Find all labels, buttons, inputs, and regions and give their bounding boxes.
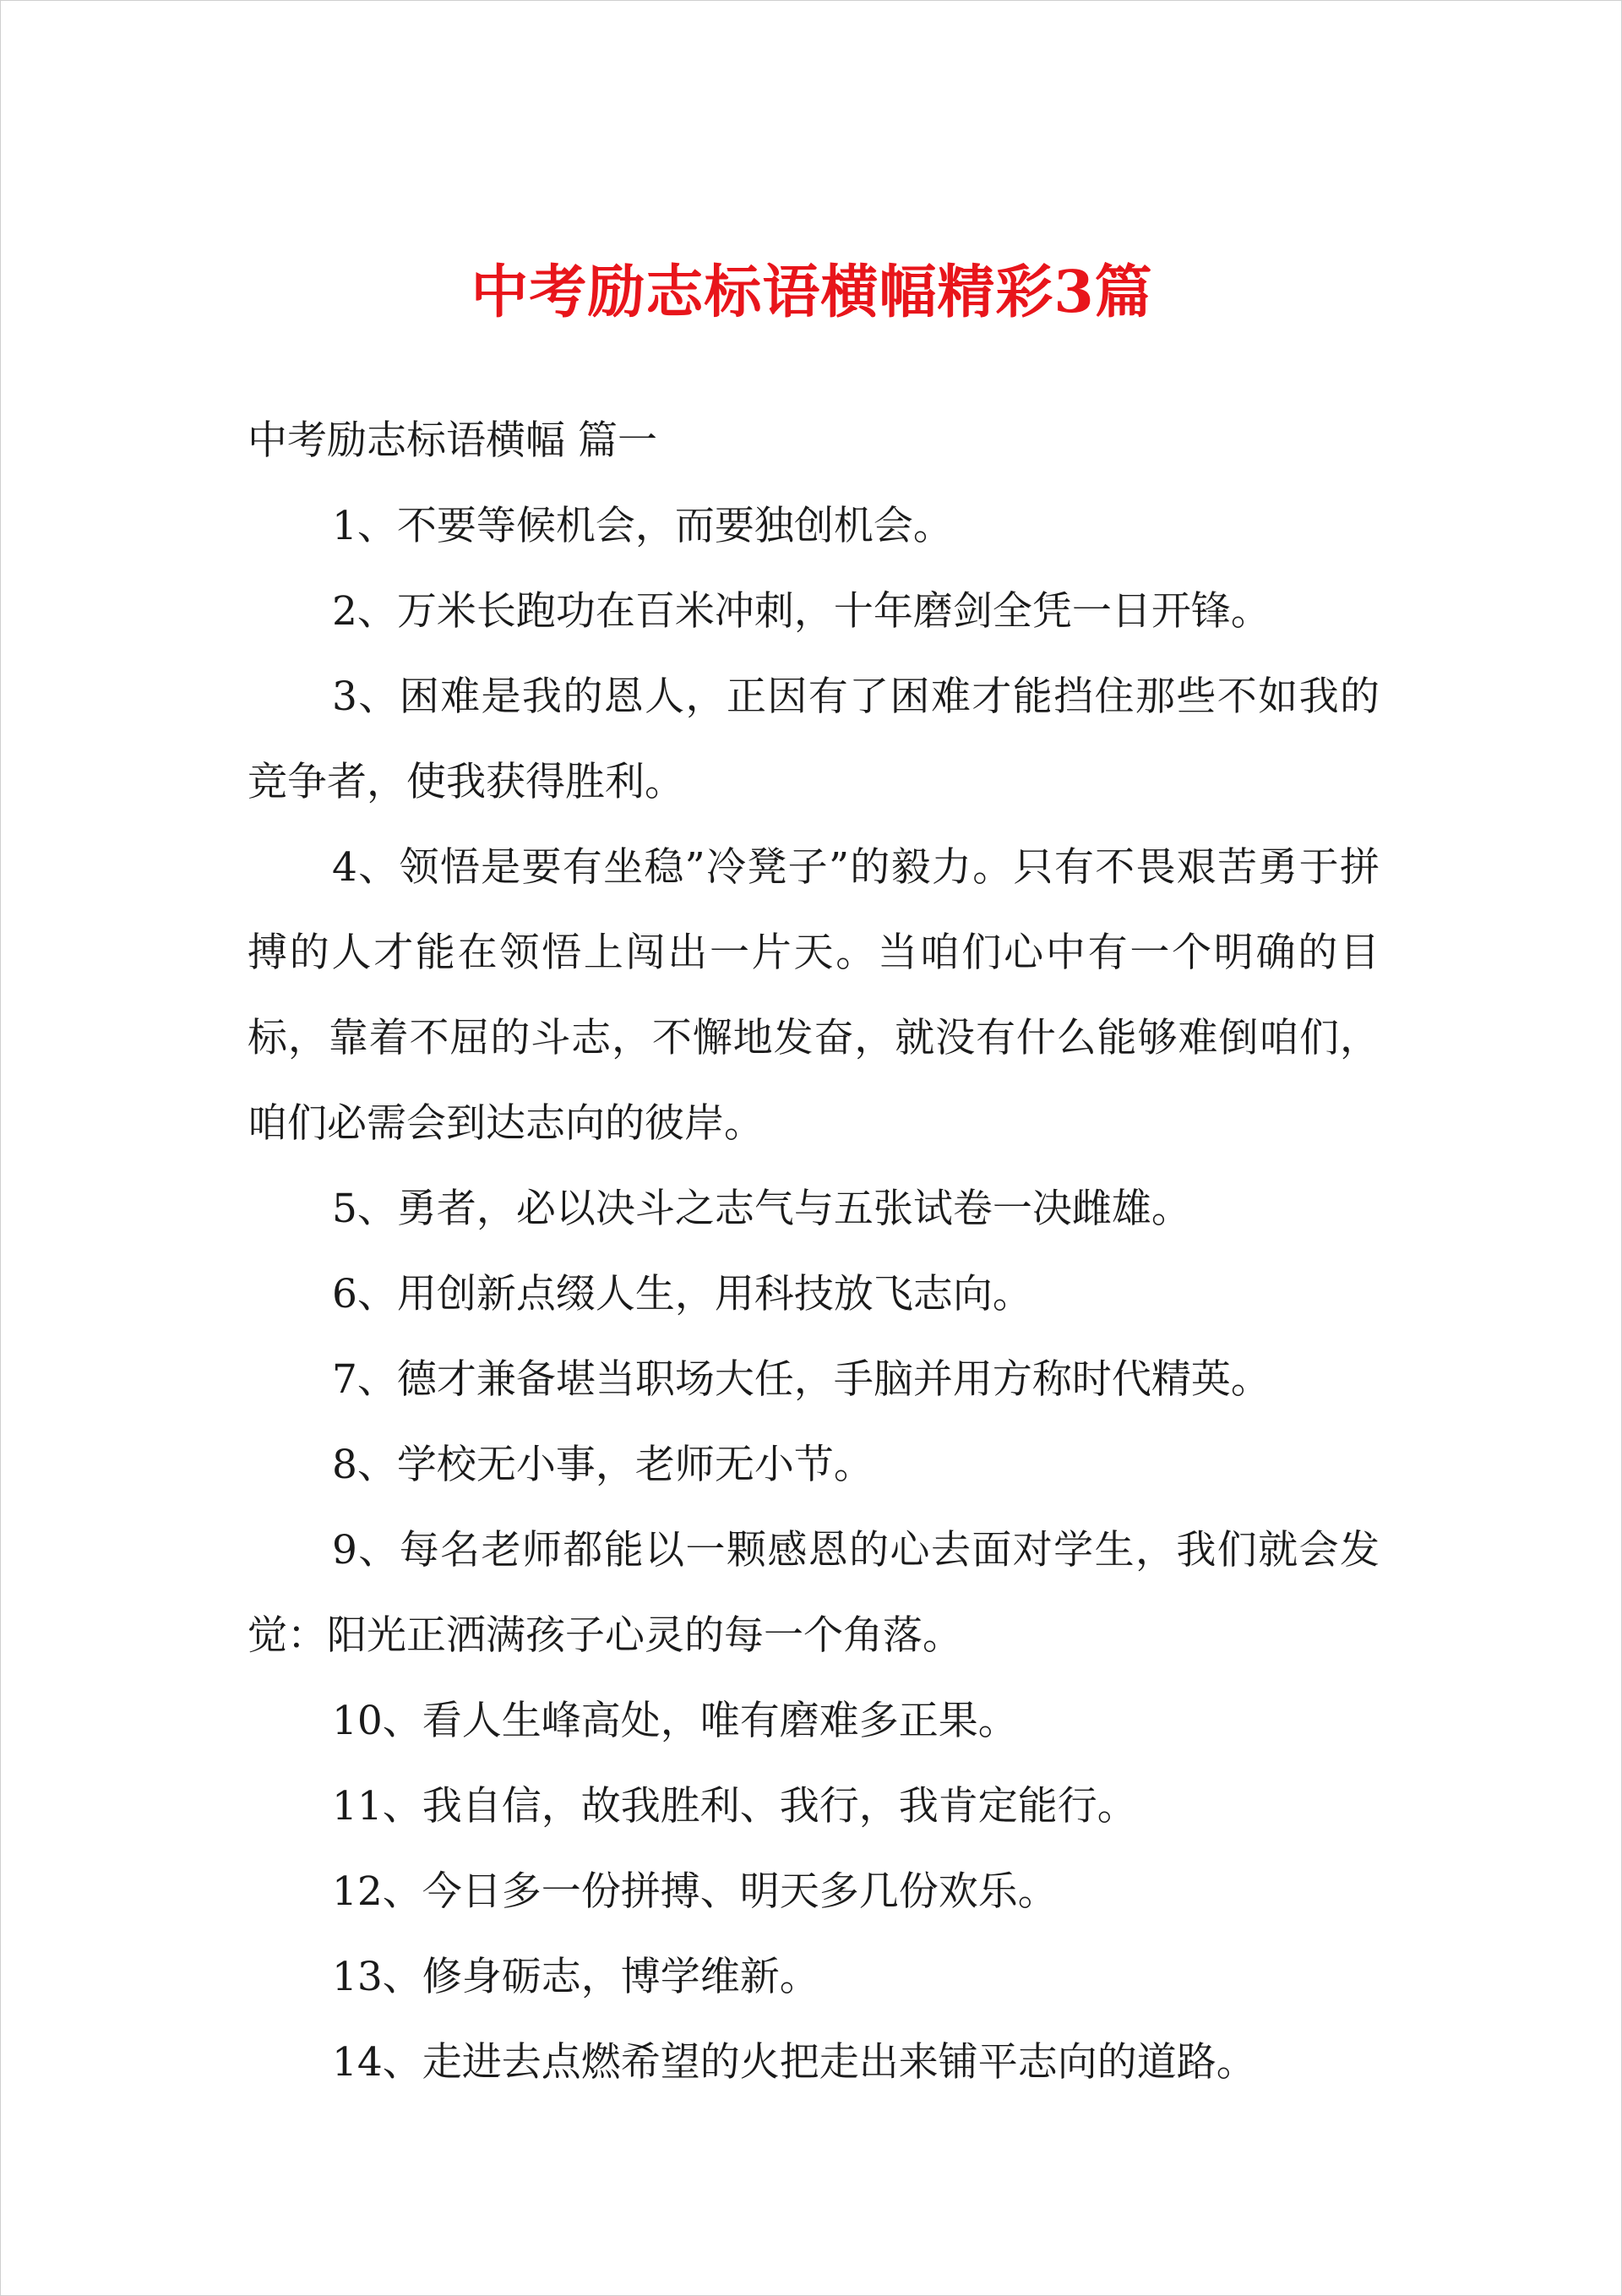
- list-item: 9、每名老师都能以一颗感恩的心去面对学生，我们就会发觉：阳光正洒满孩子心灵的每一个角落。: [248, 1527, 1380, 1659]
- list-item: 14、走进去点燃希望的火把走出来铺平志向的道路。: [332, 2039, 1256, 2086]
- document-title: 中考励志标语横幅精彩3篇: [471, 259, 1153, 326]
- list-item: 3、困难是我的恩人，正因有了困难才能挡住那些不如我的竞争者，使我获得胜利。: [248, 674, 1380, 805]
- list-item: 11、我自信，故我胜利、我行，我肯定能行。: [332, 1783, 1137, 1830]
- list-item: 12、今日多一份拼搏、明天多几份欢乐。: [332, 1868, 1058, 1915]
- list-item: 8、学校无小事，老师无小节。: [332, 1442, 874, 1488]
- document-body: [248, 398, 1380, 2105]
- list-item: 7、德才兼备堪当职场大任，手脑并用方称时代精英。: [332, 1356, 1271, 1403]
- list-item: 5、勇者，必以决斗之志气与五张试卷一决雌雄。: [332, 1186, 1191, 1232]
- list-item: 2、万米长跑功在百米冲刺，十年磨剑全凭一日开锋。: [332, 588, 1271, 635]
- list-item: 1、不要等候机会，而要独创机会。: [332, 503, 953, 549]
- list-item: 6、用创新点缀人生，用科技放飞志向。: [332, 1271, 1032, 1317]
- list-item: 10、看人生峰高处，唯有磨难多正果。: [332, 1698, 1018, 1744]
- list-item: 4、领悟是要有坐稳”冷凳子”的毅力。只有不畏艰苦勇于拼搏的人才能在领悟上闯出一片天。当咱们心中有一个明确的目标，靠着不屈的斗志，不懈地发奋，就没有什么能够难倒咱们，咱们必需会到达志向的彼岸。: [248, 844, 1380, 1147]
- list-item: 13、修身砺志，博学维新。: [332, 1954, 819, 2000]
- section-heading: 中考励志标语横幅 篇一: [248, 417, 657, 464]
